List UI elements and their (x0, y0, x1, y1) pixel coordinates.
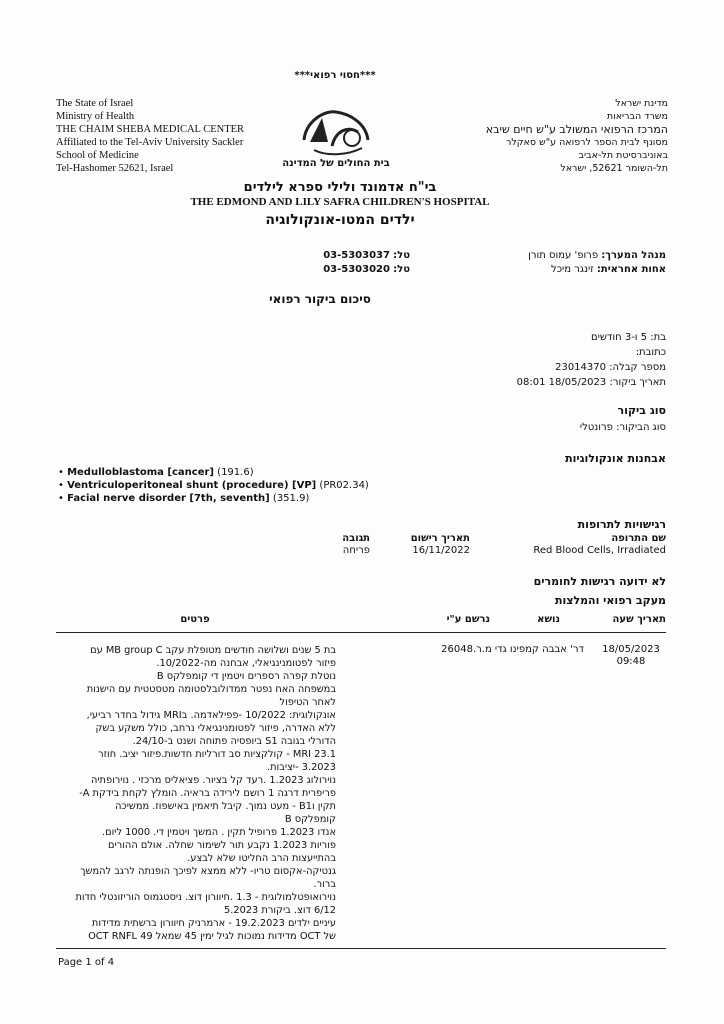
entry-details (60, 644, 336, 943)
detail-line: הדורלי בגובה S1 ביופסיה פתוחה ושנט ב-24/10. (132, 736, 336, 747)
header-en-line: The State of Israel (56, 98, 134, 109)
patient-sex-age: בת: 5 ו-3 חודשים (590, 332, 666, 343)
entry-time: 09:48 (616, 656, 646, 667)
hospital-name-en: THE EDMOND AND LILY SAFRA CHILDREN'S HOSPITAL (190, 196, 490, 208)
staff-name: זינגר מיכל (551, 264, 594, 275)
detail-line: עיניים ילדים 19.2.2023 - ארמרניק חיוורון ברשתית מדידות (91, 918, 336, 929)
detail-line: בת 5 שנים ושלושה חודשים מטופלת עקב MB group C עם (90, 645, 336, 656)
diagnoses-title: אבחנות אונקולוגיות (565, 452, 666, 465)
diagnosis-code: (PR02.34) (319, 480, 369, 491)
detail-line: במשפחה האח נפטר ממדולובלסטומה מטסטטית עם הישנות (86, 684, 336, 695)
visit-type: סוג הביקור: פרונטלי (579, 422, 666, 433)
detail-line: לאחר הטיפול (279, 697, 336, 708)
material-sensitivity: לא ידועה רגישות לחומרים (533, 575, 666, 588)
detail-line: MRI 23.1 - קולקציות סב דורליות חדשות.פיזור יציב. חוזר (98, 749, 336, 760)
col-details: פרטים (180, 614, 210, 625)
detail-line: נוירולוג 1.2023 .רעד קל בציור. פציאליס מרכזי . נוירופתיה (90, 775, 336, 786)
header-he-line: המרכז הרפואי המשולב ע"ש חיים שיבא (485, 123, 668, 136)
hospital-name-he: בי"ח אדמונד ולילי ספרא לילדים (243, 180, 437, 195)
staff-nurse-tel (300, 264, 410, 275)
header-he-line: מסונף לבית הספר לרפואה ע"ש סאקלר (505, 137, 668, 148)
drug-sensitivities-title: רגישויות לתרופות (577, 518, 666, 531)
sheba-logo-icon (296, 100, 376, 166)
visit-date-label: תאריך ביקור: (609, 377, 666, 388)
visit-date: 18/05/2023 08:01 (516, 377, 607, 388)
diagnosis-item: • Medulloblastoma [cancer] (191.6) (58, 467, 254, 478)
header-he-line: באוניברסיטת תל-אביב (578, 150, 668, 161)
diagnoses-list (58, 466, 418, 505)
diagnosis-name: Facial nerve disorder [7th, seventh] (67, 493, 270, 504)
header-he-line: משרד הבריאות (606, 111, 668, 122)
detail-line: 6/12 דוצ. ביקורת 5.2023 (223, 905, 336, 916)
detail-line: בהתייעצות הרב החליטו שלא לבצע. (187, 853, 336, 864)
header-en-line: THE CHAIM SHEBA MEDICAL CENTER (56, 124, 245, 135)
diagnosis-name: Medulloblastoma [cancer] (67, 467, 214, 478)
header-he-line: מדינת ישראל (615, 98, 668, 109)
header-he-line: תל-השומר 52621, ישראל (560, 163, 668, 174)
institution-header-en (56, 97, 256, 175)
department-title: ילדים המטו-אונקולוגיה (265, 212, 415, 228)
col-drug-name: שם התרופה (611, 533, 666, 544)
col-record-date: תאריך רישום (410, 533, 470, 544)
col-recorded-by: נרשם ע"י (446, 614, 490, 625)
visit-type-title: סוג ביקור (617, 404, 666, 417)
confidential-label: ***חסוי רפואי*** (294, 70, 376, 81)
tel-label: טל: (393, 250, 410, 261)
entry-recorded-by: דר' אבבה קמפינו גדי מ.ר.26048 (441, 644, 584, 655)
detail-line: אונקולוגית: 10/2022 -פפילאדמה. בMRI גידול בחדר רביעי, (86, 710, 336, 721)
detail-line: של OCT מדידות נמוכות לגיל ימין 45 שמאל 49 OCT RNFL (88, 931, 336, 942)
detail-line: אנדו 1.2023 פרופיל תקין . המשך ויטמין די. 1000 ליום. (102, 827, 336, 838)
diagnosis-name: Ventriculoperitoneal shunt (procedure) [VP] (67, 480, 317, 491)
col-datetime: תאריך שעה (612, 614, 666, 625)
admission-number: 23014370 (555, 362, 606, 373)
detail-line: נוירואופטלמולוגית - 1.3 .חיוורון דוצ. ניסטגמוס הוריזונטלי חדות (75, 892, 336, 903)
detail-line: פיזור לפטומנינגיאלי, אבחנה מה-10/2022. (156, 658, 336, 669)
admission-row (440, 360, 666, 375)
drug-reaction: פריחה (342, 545, 370, 556)
staff-name: פרופ' עמוס תורן (528, 250, 599, 261)
summary-title: סיכום ביקור רפואי (269, 292, 371, 306)
detail-line: פריפרית דרגה 1 רושם לירידה בראיה. הומלץ לקחת בידקת A- (79, 788, 336, 799)
detail-line: גנטיקה-אקסום טריו- ללא ממצא לפיכך הופנתה לרגב להמשך (80, 866, 336, 877)
staff-label: אחות אחראית: (596, 264, 666, 275)
footer-divider (56, 948, 666, 949)
staff-label: מנהל המערך: (601, 250, 666, 261)
detail-line: פוריות 1.2023 נקבע תור לשימור שחלה. אולם ההורים (108, 840, 336, 851)
entry-datetime (596, 644, 666, 668)
col-subject: נושא (537, 614, 560, 625)
diagnosis-item: • Facial nerve disorder [7th, seventh] (351.9) (58, 493, 310, 504)
entry-date: 18/05/2023 (602, 644, 660, 655)
drug-name: Red Blood Cells, Irradiated (533, 545, 666, 556)
staff-director (420, 250, 666, 261)
visit-date-row (440, 375, 666, 390)
diagnosis-code: (191.6) (217, 467, 254, 478)
institution-header-he (420, 97, 668, 175)
diagnosis-item: • Ventriculoperitoneal shunt (procedure) [VP] (PR02.34) (58, 480, 369, 491)
header-en-line: Ministry of Health (56, 111, 135, 122)
detail-line: 3.2023 -יציבות. (266, 762, 336, 773)
page-number: Page 1 of 4 (58, 957, 115, 968)
col-reaction: תגובה (342, 533, 370, 544)
patient-address-label: כתובת: (635, 347, 666, 358)
staff-director-tel (300, 250, 410, 261)
tel-label: טל: (393, 264, 410, 275)
detail-line: תקין וB1 - מעט נמוך. קיבל תיאמין באישפוז. ממשיכה (115, 801, 336, 812)
detail-line: ברור. (313, 879, 336, 890)
diagnosis-code: (351.9) (272, 493, 310, 504)
patient-info (440, 330, 666, 390)
detail-line: ללא האדרה, פיזור לפטומנינגיאלי נרחב, כולל משקע בשק (95, 723, 336, 734)
header-en-line: School of Medicine (56, 150, 139, 161)
detail-line: קומפלקס B (284, 814, 336, 825)
admission-label: מספר קבלה: (609, 362, 666, 373)
tel-number: 03-5303037 (323, 250, 390, 261)
drug-record-date: 16/11/2022 (412, 545, 470, 556)
staff-nurse (420, 264, 666, 275)
header-en-line: Tel-Hashomer 52621, Israel (56, 163, 174, 174)
detail-line: נוטלת קפרה רספרים ויטמין די קומפלקס B (156, 671, 336, 682)
followup-title: מעקב רפואי והמלצות (554, 594, 666, 607)
tel-number: 03-5303020 (323, 264, 390, 275)
header-en-line: Affiliated to the Tel-Aviv University Sackler (56, 137, 244, 148)
table-header-divider (56, 632, 666, 633)
logo-caption: בית החולים של המדינה (282, 158, 390, 169)
